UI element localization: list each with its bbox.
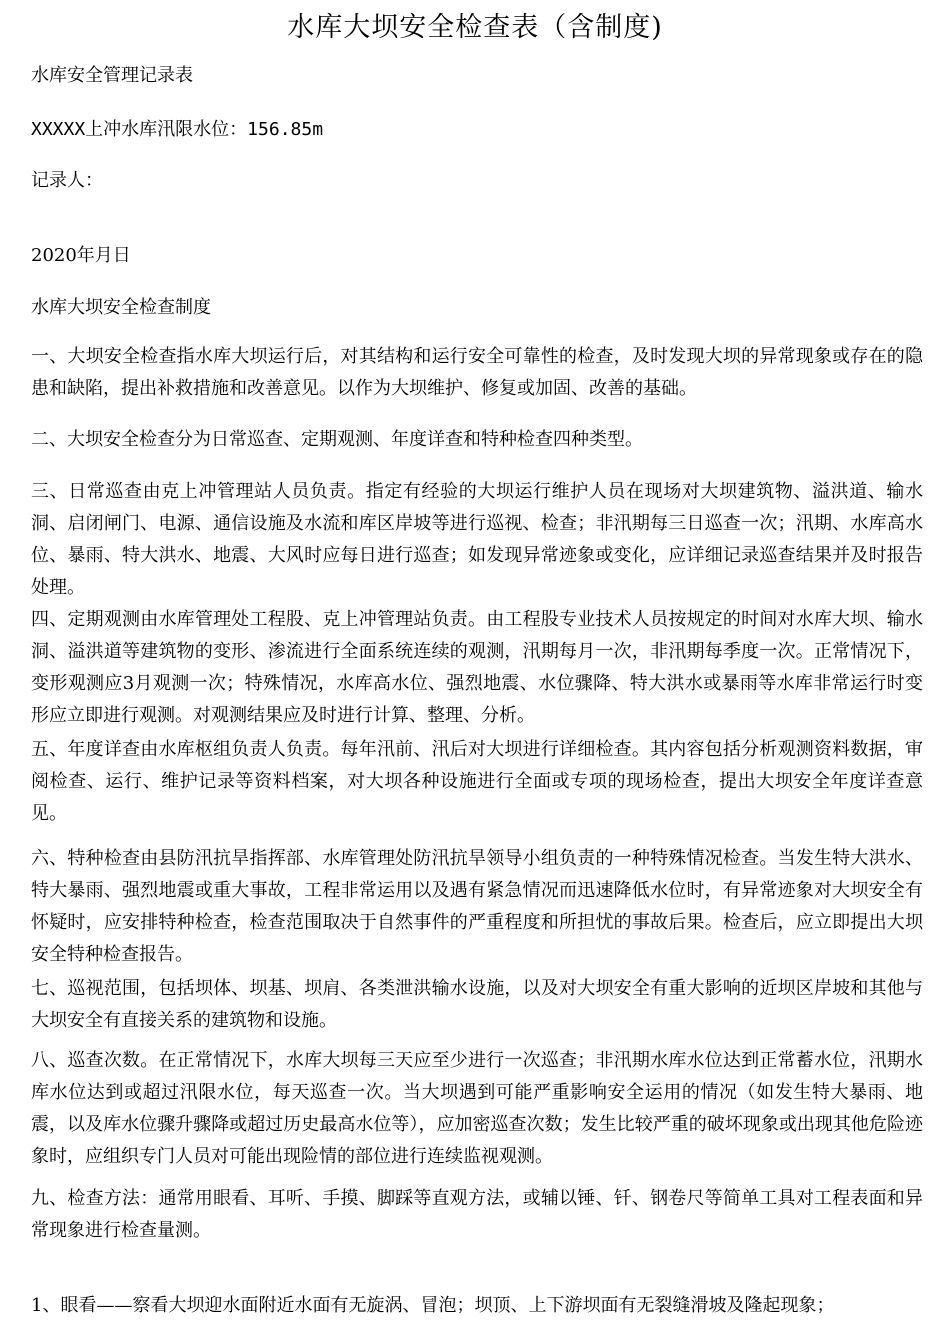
document-title: 水库大坝安全检查表（含制度) <box>287 12 663 43</box>
paragraph-9: 九、检查方法：通常用眼看、耳听、手摸、脚踩等直观方法，或辅以锤、钎、钢卷尺等简单工具对工程表面和异常现象进行检查量测。 <box>31 1188 923 1241</box>
flood-limit-water-level: XXXXX上冲水库汛限水位：156.85m <box>31 119 324 140</box>
paragraph-8: 八、巡查次数。在正常情况下，水库大坝每三天应至少进行一次巡查；非汛期水库水位达到正常蓄水位，汛期水库水位达到或超过汛限水位，每天巡查一次。当大坝遇到可能严重影响安全运用的情况（如发生特大暴雨、地震，以及库水位骤升骤降或超过历史最高水位等），应加密巡查次数；发生比较严重的破坏现象或出现其他危险迹象时，应组织专门人员对可能出现险情的部位进行连续监视观测。 <box>31 1050 923 1167</box>
recorder-label: 记录人： <box>31 170 103 191</box>
paragraph-5: 五、年度详查由水库枢组负责人负责。每年汛前、汛后对大坝进行详细检查。其内容包括分析观测资料数据，审阅检查、运行、维护记录等资料档案，对大坝各种设施进行全面或专项的现场检查，提出大坝安全年度详查意见。 <box>31 739 923 824</box>
paragraph-2: 二、大坝安全检查分为日常巡查、定期观测、年度详查和特种检查四种类型。 <box>31 429 643 450</box>
paragraph-1: 一、大坝安全检查指水库大坝运行后，对其结构和运行安全可靠性的检查，及时发现大坝的异常现象或存在的隐患和缺陷，提出补救措施和改善意见。以作为大坝维护、修复或加固、改善的基础。 <box>31 346 923 399</box>
date-line: 2020年月日 <box>31 245 131 266</box>
system-heading: 水库大坝安全检查制度 <box>31 297 211 318</box>
paragraph-4: 四、定期观测由水库管理处工程股、克上冲管理站负责。由工程股专业技术人员按规定的时间对水库大坝、输水洞、溢洪道等建筑物的变形、渗流进行全面系统连续的观测，汛期每月一次，非汛期每季度一次。正常情况下，变形观测应3月观测一次；特殊情况，水库高水位、强烈地震、水位骤降、特大洪水或暴雨等水库非常运行时变形应立即进行观测。对观测结果应及时进行计算、整理、分析。 <box>31 609 923 726</box>
paragraph-10: 1、眼看——察看大坝迎水面附近水面有无旋涡、冒泡；坝顶、上下游坝面有无裂缝滑坡及隆起现象； <box>31 1295 835 1316</box>
paragraph-6: 六、特种检查由县防汛抗旱指挥部、水库管理处防汛抗旱领导小组负责的一种特殊情况检查。当发生特大洪水、特大暴雨、强烈地震或重大事故，工程非常运用以及遇有紧急情况而迅速降低水位时，有异常迹象对大坝安全有怀疑时，应安排特种检查，检查范围取决于自然事件的严重程度和所担忧的事故后果。检查后，应立即提出大坝安全特种检查报告。 <box>31 848 923 965</box>
record-table-heading: 水库安全管理记录表 <box>31 65 193 86</box>
paragraph-7: 七、巡视范围，包括坝体、坝基、坝肩、各类泄洪输水设施，以及对大坝安全有重大影响的近坝区岸坡和其他与大坝安全有直接关系的建筑物和设施。 <box>31 978 923 1031</box>
paragraph-3: 三、日常巡查由克上冲管理站人员负责。指定有经验的大坝运行维护人员在现场对大坝建筑物、溢洪道、输水洞、启闭闸门、电源、通信设施及水流和库区岸坡等进行巡视、检查；非汛期每三日巡查一次；汛期、水库高水位、暴雨、特大洪水、地震、大风时应每日进行巡查；如发现异常迹象或变化，应详细记录巡查结果并及时报告处理。 <box>31 481 923 598</box>
